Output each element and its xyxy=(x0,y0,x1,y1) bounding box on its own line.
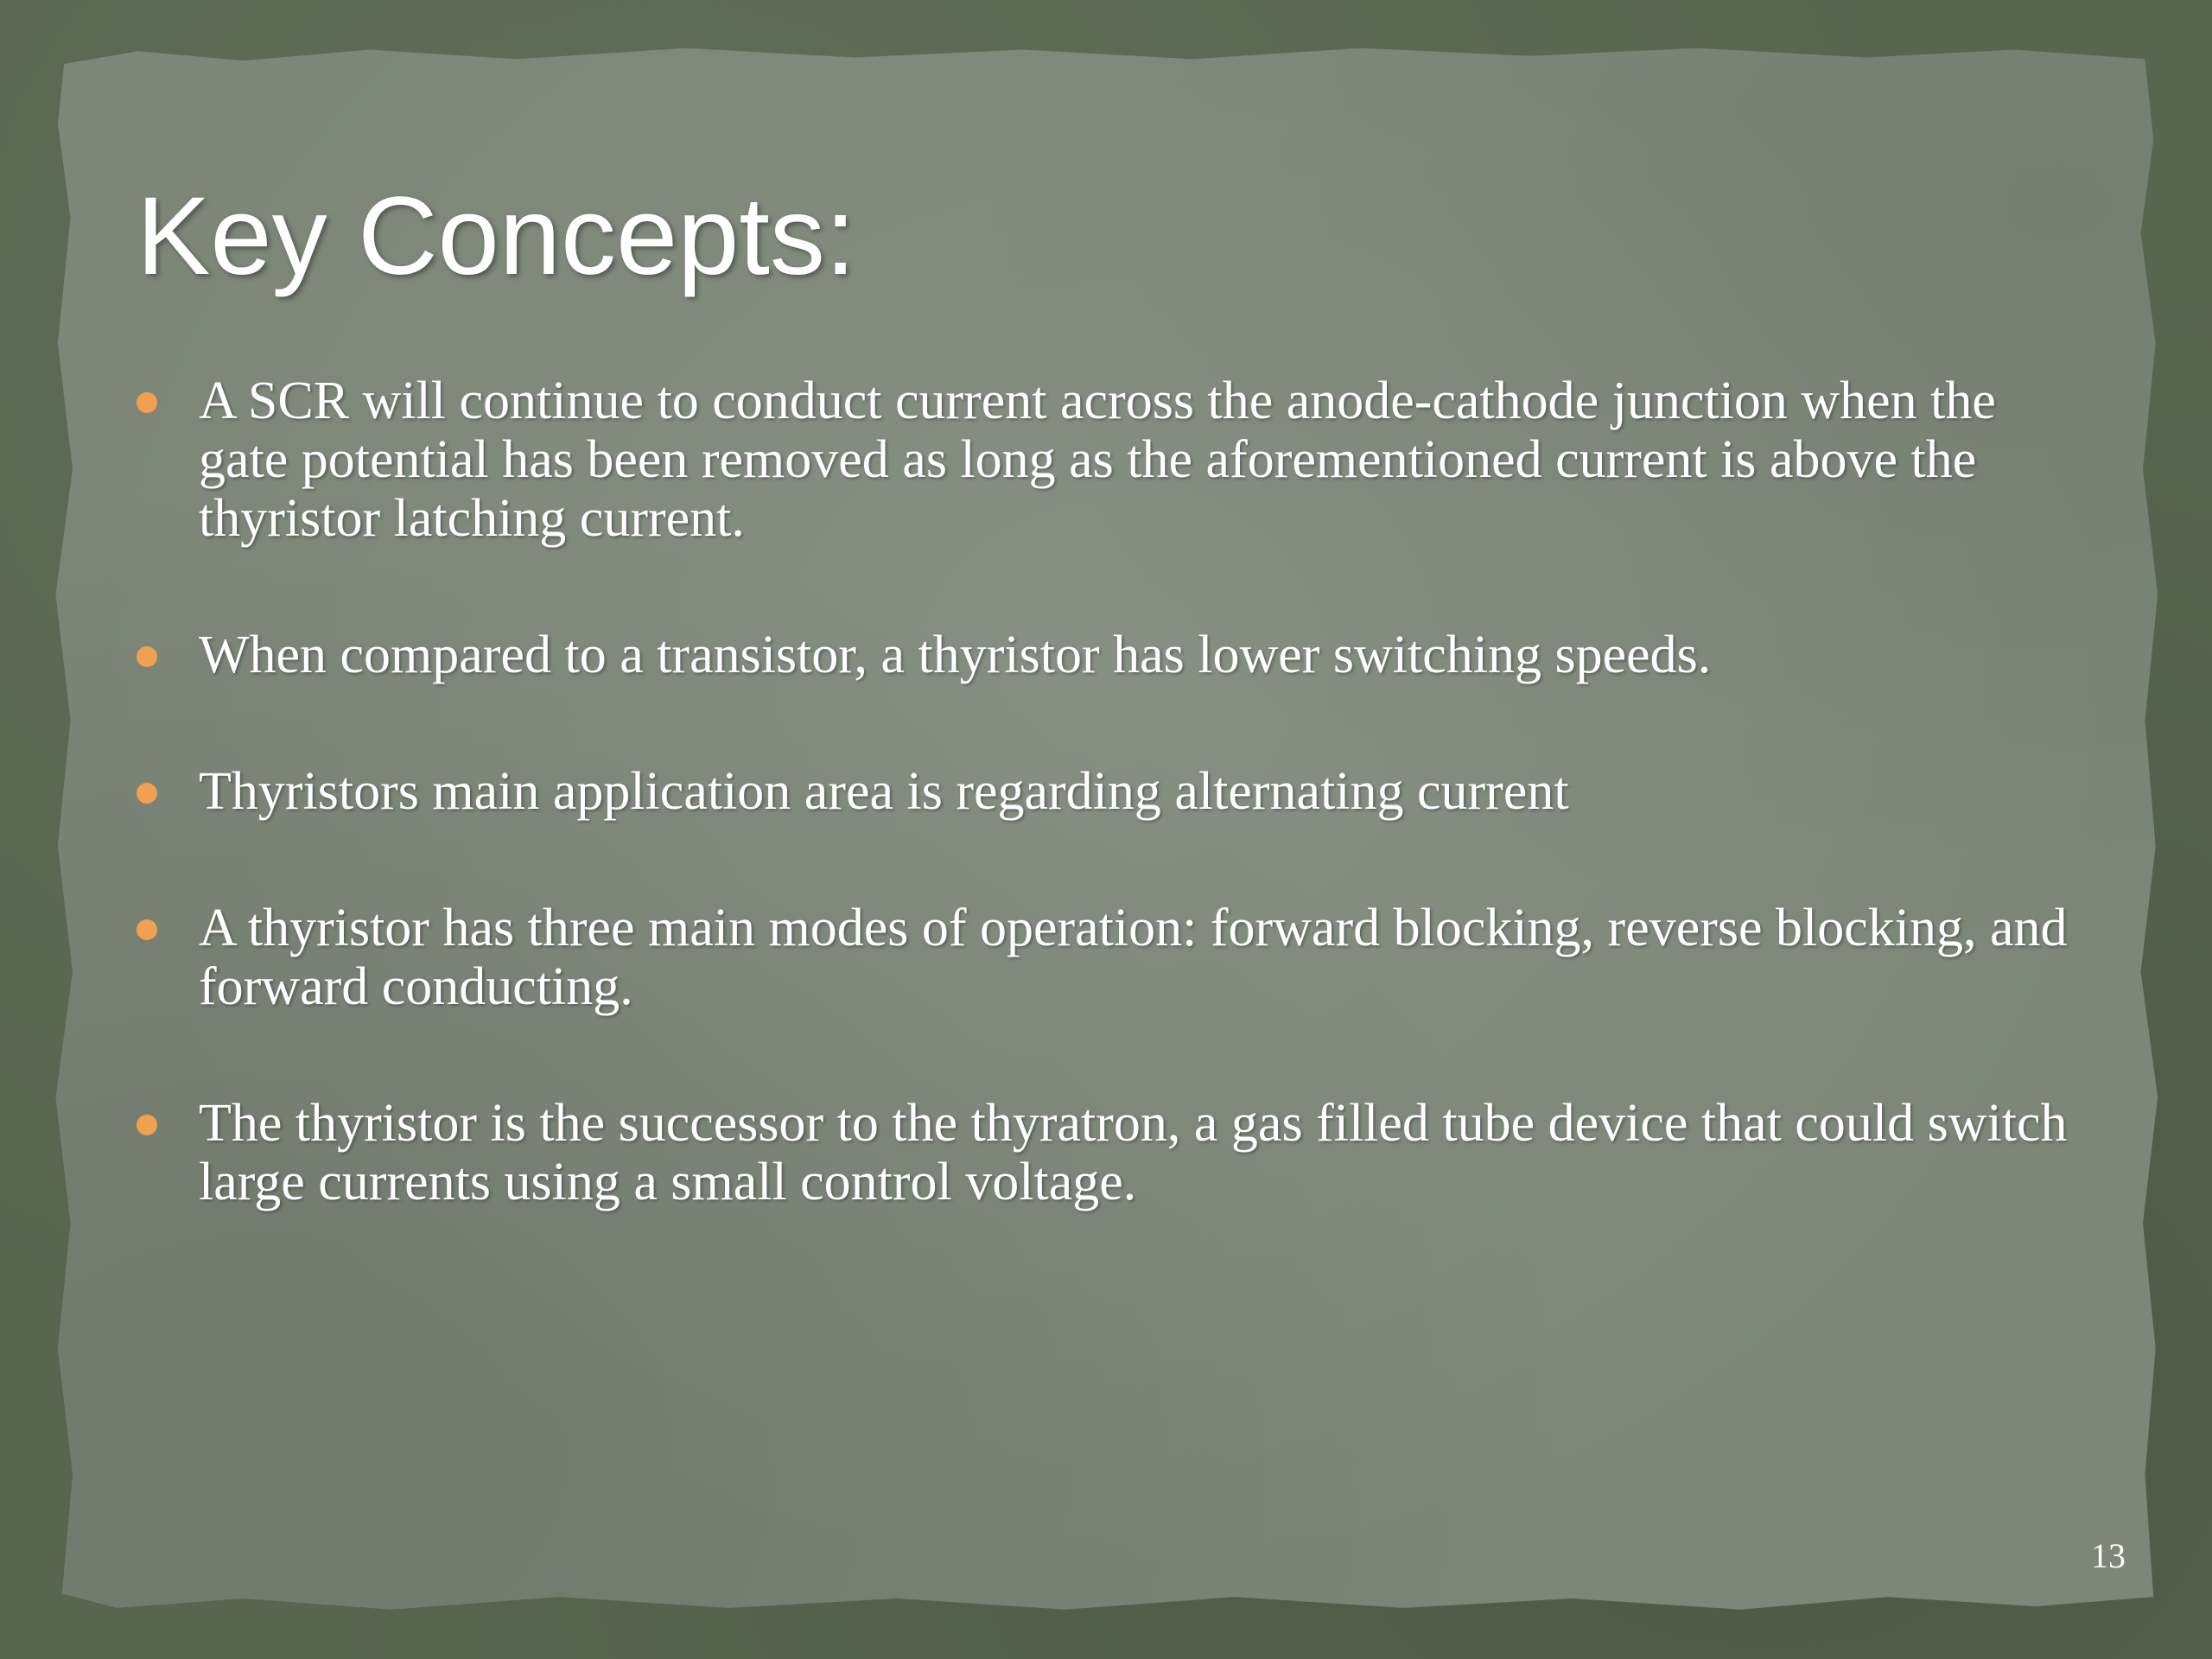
bullet-dot-icon xyxy=(137,392,157,413)
bullet-item xyxy=(130,899,2082,1016)
bullet-item xyxy=(130,626,2082,684)
slide-title: Key Concepts: xyxy=(137,175,856,298)
bullet-text: The thyristor is the successor to the thyratron, a gas filled tube device that could switch large currents using a small control voltage. xyxy=(199,1094,2068,1211)
bullet-dot-icon xyxy=(137,646,157,667)
bullet-text: Thyristors main application area is regarding alternating current xyxy=(199,762,1569,821)
bullet-item xyxy=(130,762,2082,821)
bullet-item xyxy=(130,372,2082,548)
bullet-item xyxy=(130,1094,2082,1211)
bullet-dot-icon xyxy=(137,1115,157,1135)
bullet-dot-icon xyxy=(137,783,157,804)
bullet-list xyxy=(130,372,2082,1211)
bullet-text: A thyristor has three main modes of operation: forward blocking, reverse blocking, and forward conducting. xyxy=(199,899,2068,1016)
bullet-text: When compared to a transistor, a thyristor has lower switching speeds. xyxy=(199,626,1712,684)
bullet-text: A SCR will continue to conduct current across the anode-cathode junction when the gate potential has been removed as long as the aforementioned current is above the thyristor latching current. xyxy=(199,372,1996,548)
slide-number: 13 xyxy=(2091,1536,2126,1575)
bullet-dot-icon xyxy=(137,919,157,940)
